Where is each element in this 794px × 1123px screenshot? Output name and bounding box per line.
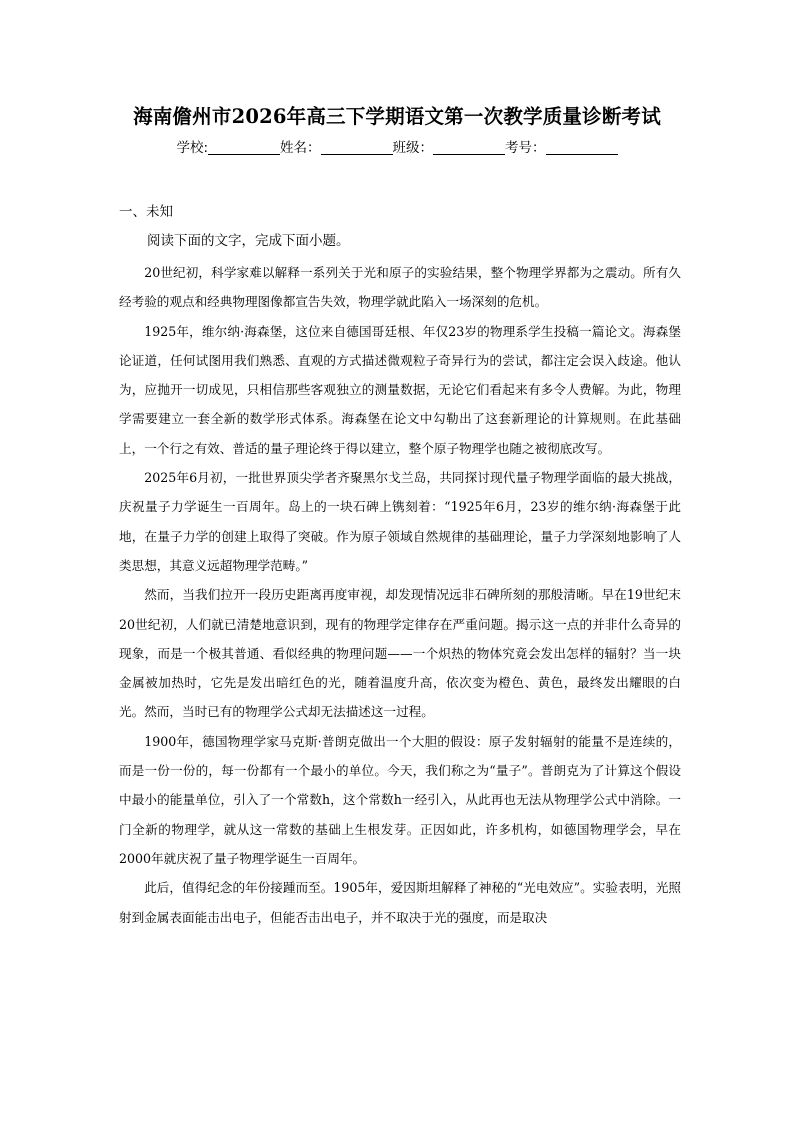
exam-id-blank xyxy=(546,140,618,155)
section-heading: 一、未知 xyxy=(119,204,173,220)
exam-title: 海南儋州市2026年高三下学期语文第一次教学质量诊断考试 xyxy=(133,105,661,128)
student-info-line xyxy=(0,138,794,158)
passage-paragraph: 1925年，维尔纳·海森堡，这位来自德国哥廷根、年仅23岁的物理系学生投稿一篇论文。海森堡论证道，任何试图用我们熟悉、直观的方式描述微观粒子奇异行为的尝试，都注定会误入歧途。他认为，应抛开一切成见，只相信那些客观独立的测量数据，无论它们看起来有多令人费解。为此，物理学需要建立一套全新的数学形式体系。海森堡在论文中勾勒出了这套新理论的计算规则。在此基础上，一个行之有效、普适的量子理论终于得以建立，整个原子物理学也随之被彻底改写。 xyxy=(119,323,681,456)
exam-id-label: 考号： xyxy=(505,140,546,156)
reading-passage xyxy=(119,258,681,932)
passage-paragraph: 然而，当我们拉开一段历史距离再度审视，却发现情况远非石碑所刻的那般清晰。早在19世纪末20世纪初，人们就已清楚地意识到，现有的物理学定律存在严重问题。揭示这一点的并非什么奇异的现象，而是一个极其普通、看似经典的物理问题——一个炽热的物体究竟会发出怎样的辐射？当一块金属被加热时，它先是发出暗红色的光，随着温度升高，依次变为橙色、黄色，最终发出耀眼的白光。然而，当时已有的物理学公式却无法描述这一过程。 xyxy=(119,587,681,720)
reading-instruction: 阅读下面的文字，完成下面小题。 xyxy=(147,233,350,249)
passage-paragraph: 此后，值得纪念的年份接踵而至。1905年，爱因斯坦解释了神秘的“光电效应”。实验表明，光照射到金属表面能击出电子，但能否击出电子，并不取决于光的强度，而是取决 xyxy=(119,880,681,925)
passage-paragraph: 20世纪初，科学家难以解释一系列关于光和原子的实验结果，整个物理学界都为之震动。所有久经考验的观点和经典物理图像都宣告失效，物理学就此陷入一场深刻的危机。 xyxy=(119,265,681,310)
school-blank xyxy=(208,140,280,155)
name-label: 姓名： xyxy=(280,140,321,156)
school-label: 学校: xyxy=(176,140,209,156)
passage-paragraph: 2025年6月初，一批世界顶尖学者齐聚黑尔戈兰岛，共同探讨现代量子物理学面临的最大挑战，庆祝量子力学诞生一百周年。岛上的一块石碑上镌刻着：“1925年6月，23岁的维尔纳·海森堡于此地，在量子力学的创建上取得了突破。作为原子领域自然规律的基础理论，量子力学深刻地影响了人类思想，其意义远超物理学范畴。” xyxy=(119,470,681,573)
name-blank xyxy=(321,140,393,155)
passage-paragraph: 1900年，德国物理学家马克斯·普朗克做出一个大胆的假设：原子发射辐射的能量不是连续的，而是一份一份的，每一份都有一个最小的单位。今天，我们称之为“量子”。普朗克为了计算这个假设中最小的能量单位，引入了一个常数h，这个常数h一经引入，从此再也无法从物理学公式中消除。一门全新的物理学，就从这一常数的基础上生根发芽。正因如此，许多机构，如德国物理学会，早在2000年就庆祝了量子物理学诞生一百周年。 xyxy=(119,733,681,866)
class-blank xyxy=(433,140,505,155)
class-label: 班级： xyxy=(392,140,434,156)
